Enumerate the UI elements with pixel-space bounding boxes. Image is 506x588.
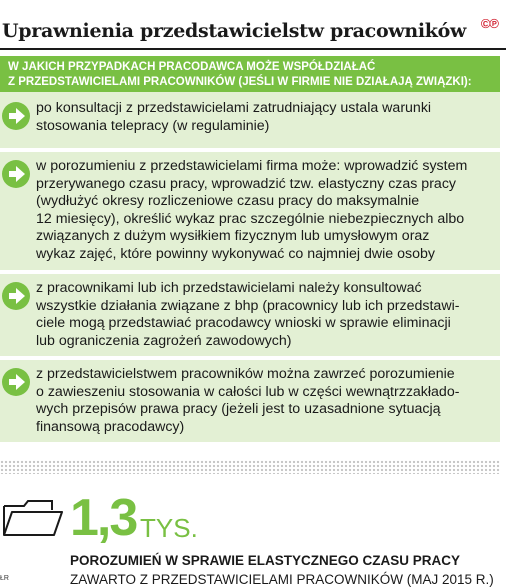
arrow-right-circle-icon bbox=[2, 160, 30, 188]
text-line: wych przepisów prawa pracy (jeżeli jest to uzasadnione sytuacją bbox=[36, 401, 441, 418]
text-line: 12 miesięcy), określić wykaz prac szczególnie niebezpiecznych albo bbox=[36, 210, 465, 227]
text-line: wszystkie działania związane z bhp (pracownicy lub ich przedstawi- bbox=[36, 297, 460, 314]
subheading-line-1: W JAKICH PRZYPADKACH PRACODAWCA MOŻE WSPÓŁDZIAŁAĆ bbox=[8, 61, 376, 73]
text-line: ciele mogą przedstawiać pracodawcy wnioski w sprawie eliminacji bbox=[36, 315, 451, 332]
arrow-right-circle-icon bbox=[2, 282, 30, 310]
divider bbox=[0, 148, 500, 152]
list-item-text bbox=[36, 158, 496, 264]
stat-label: POROZUMIEŃ W SPRAWIE ELASTYCZNEGO CZASU PRACY bbox=[70, 553, 461, 568]
text-line: w porozumieniu z przedstawicielami firma może: wprowadzić system bbox=[36, 158, 468, 174]
text-line: związanych z dużym wysiłkiem fizycznym lub umysłowym oraz bbox=[36, 228, 430, 245]
title-rule bbox=[0, 48, 506, 50]
text-line: po konsultacji z przedstawicielami zatrudniający ustala warunki bbox=[36, 100, 432, 116]
text-line: z pracownikami lub ich przedstawicielami należy konsultować bbox=[36, 280, 422, 296]
stat-value: 1,3 bbox=[70, 489, 137, 547]
list-item bbox=[0, 280, 500, 354]
text-line: z przedstawicielstwem pracowników można zawrzeć porozumienie bbox=[36, 366, 455, 382]
text-line: (wydłużyć okresy rozliczeniowe czasu pracy do maksymalnie bbox=[36, 193, 420, 210]
source-credit: ŁR bbox=[0, 575, 9, 582]
list-item bbox=[0, 100, 500, 140]
list-item-text bbox=[36, 366, 496, 436]
arrow-right-circle-icon bbox=[2, 102, 30, 130]
divider bbox=[0, 270, 500, 274]
divider bbox=[0, 356, 500, 360]
text-line: o zawieszeniu stosowania w całości lub w części wewnątrzzakłado- bbox=[36, 383, 460, 400]
stat-sublabel: ZAWARTO Z PRZEDSTAWICIELAMI PRACOWNIKÓW (MAJ 2015 R.) bbox=[70, 572, 494, 587]
text-line: stosowania telepracy (w regulaminie) bbox=[36, 117, 270, 134]
publisher-logo: ©℗ bbox=[480, 16, 498, 31]
panel-subheading bbox=[0, 56, 500, 92]
subheading-line-2: Z PRZEDSTAWICIELAMI PRACOWNIKÓW (JEŚLI W FIRMIE NIE DZIAŁAJĄ ZWIĄZKI): bbox=[8, 76, 472, 88]
list-item-text bbox=[36, 100, 496, 135]
text-line: wykaz zajęć, które powinny wykonywać co najmniej dwie osoby bbox=[36, 245, 436, 262]
list-item-text bbox=[36, 280, 496, 350]
text-line: przerywanego czasu pracy, wprowadzić tzw. elastyczny czas pracy bbox=[36, 175, 457, 192]
text-line: finansową pracodawcy) bbox=[36, 418, 185, 435]
dotted-separator bbox=[0, 460, 500, 474]
list-item bbox=[0, 366, 500, 440]
info-panel bbox=[0, 56, 500, 442]
list-item bbox=[0, 158, 500, 268]
stat-unit: TYS. bbox=[140, 513, 198, 543]
folder-icon bbox=[2, 498, 64, 543]
arrow-right-circle-icon bbox=[2, 368, 30, 396]
header bbox=[0, 14, 506, 48]
text-line: lub ograniczenia zagrożeń zawodowych) bbox=[36, 332, 292, 349]
page-title: Uprawnienia przedstawicielstw pracowników bbox=[2, 20, 467, 42]
